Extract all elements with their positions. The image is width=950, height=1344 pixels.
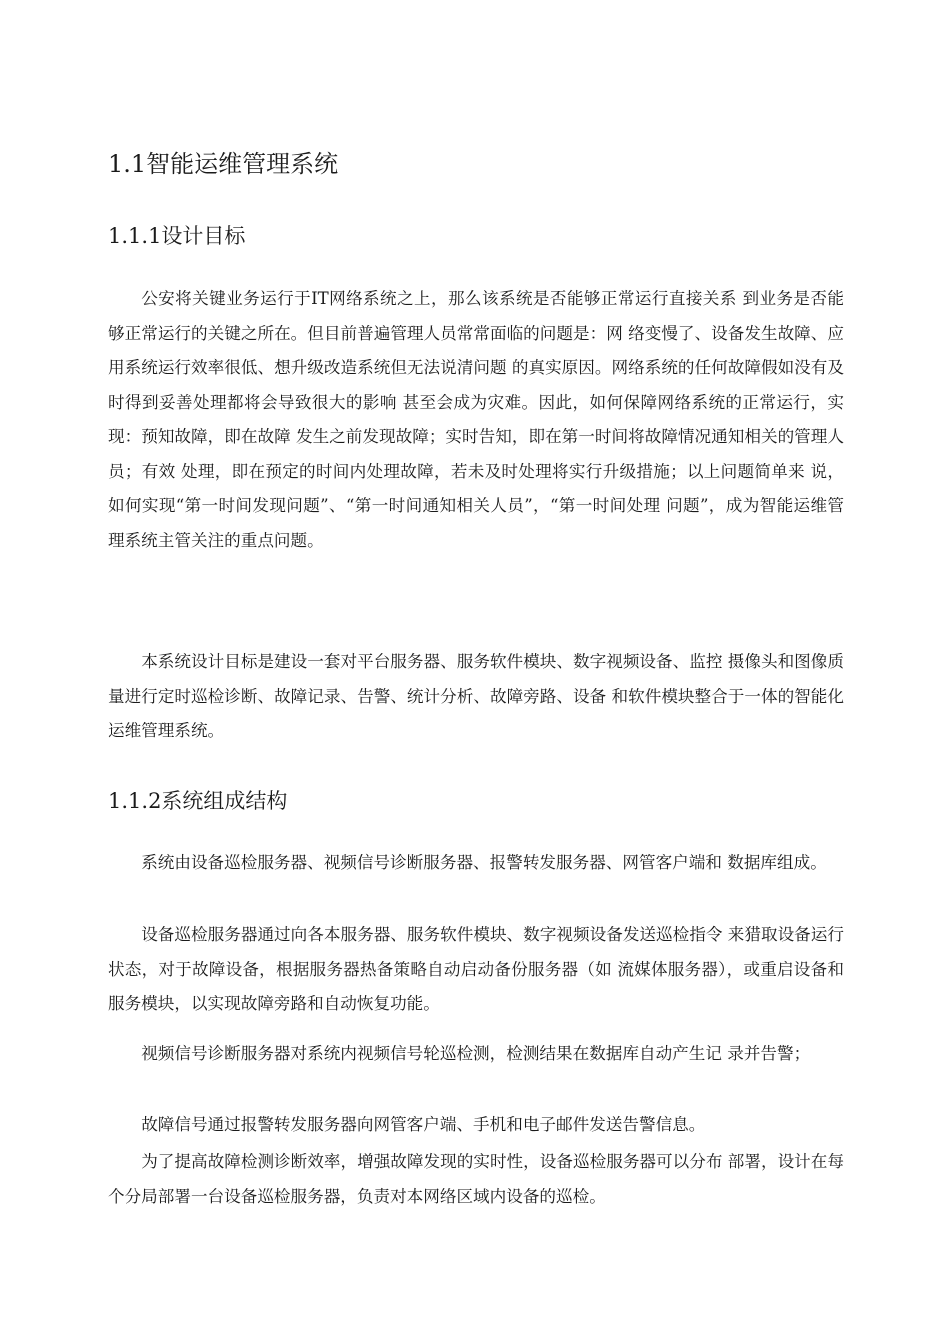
paragraph-design-goal-1: 公安将关键业务运行于IT网络系统之上，那么该系统是否能够正常运行直接关系 到业务是否能够正常运行的关键之所在。但目前普遍管理人员常常面临的问题是：网 络变慢了、设备发生故障、应用系统运行效率很低、想升级改造系统但无法说清问题 的真实原因。网络系统的任何故障假如没有及时得到妥善处理都将会导致很大的影响 甚至会成为灾难。因此，如何保障网络系统的正常运行，实现：预知故障，即在故障 发生之前发现故障；实时告知，即在第一时间将故障情况通知相关的管理人员；有效 处理，即在预定的时间内处理故障，若未及时处理将实行升级措施；以上问题简单来 说，如何实现“第一时间发现问题”、“第一时间通知相关人员”，“第一时间处理 问题”，成为智能运维管理系统主管关注的重点问题。 [108,289,844,550]
paragraph-structure-4: 故障信号通过报警转发服务器向网管客户端、手机和电子邮件发送告警信息。 [141,1115,706,1134]
paragraph-structure-2: 设备巡检服务器通过向各本服务器、服务软件模块、数字视频设备发送巡检指令 来猎取设备运行状态，对于故障设备，根据服务器热备策略自动启动备份服务器（如 流媒体服务器），或重启设备和服务模块，以实现故障旁路和自动恢复功能。 [108,925,844,1013]
section-title: 1.1智能运维管理系统 [108,150,339,178]
subsection-title-system-structure: 1.1.2系统组成结构 [108,789,288,813]
paragraph-design-goal-2: 本系统设计目标是建设一套对平台服务器、服务软件模块、数字视频设备、监控 摄像头和图像质量进行定时巡检诊断、故障记录、告警、统计分析、故障旁路、设备 和软件模块整合于一体的智能化运维管理系统。 [108,652,844,740]
paragraph-structure-3: 视频信号诊断服务器对系统内视频信号轮巡检测，检测结果在数据库自动产生记 录并告警； [141,1044,811,1063]
paragraph-structure-1: 系统由设备巡检服务器、视频信号诊断服务器、报警转发服务器、网管客户端和 数据库组成。 [141,853,827,872]
paragraph-structure-5: 为了提高故障检测诊断效率，增强故障发现的实时性，设备巡检服务器可以分布 部署，设计在每个分局部署一台设备巡检服务器，负责对本网络区域内设备的巡检。 [108,1152,844,1206]
subsection-title-design-goal: 1.1.1设计目标 [108,224,246,248]
